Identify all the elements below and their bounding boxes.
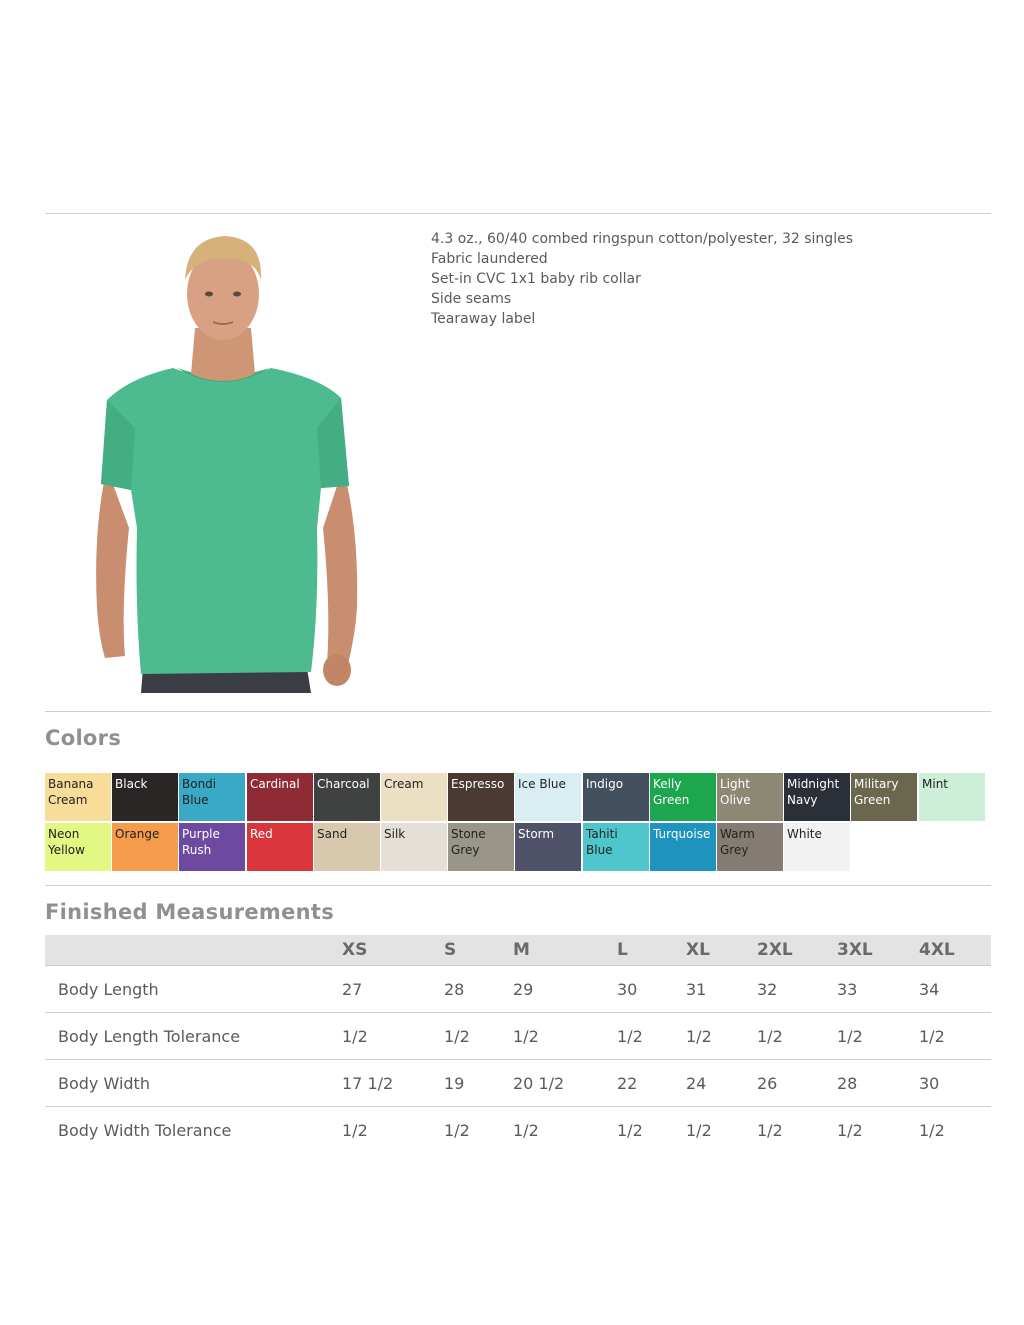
color-swatch-label: Turquoise: [653, 827, 711, 841]
color-swatch-label: Indigo: [586, 777, 624, 791]
table-cell: 22: [617, 1060, 686, 1107]
table-cell: 1/2: [617, 1013, 686, 1060]
table-cell: 30: [617, 966, 686, 1013]
color-swatch: [381, 773, 447, 821]
color-swatch-label: Orange: [115, 827, 160, 841]
table-cell: 1/2: [444, 1120, 470, 1140]
table-cell: 27: [342, 966, 444, 1013]
row-label: Body Length: [45, 966, 342, 1013]
color-swatch-label: Ice Blue: [518, 777, 566, 791]
color-swatch-label: Midnight Navy: [787, 777, 840, 807]
color-swatch-label: Bondi Blue: [182, 777, 217, 807]
feature-item: 4.3 oz., 60/40 combed ringspun cotton/polyester, 32 singles: [431, 231, 853, 247]
row-label: Body Length Tolerance: [45, 1013, 342, 1060]
table-cell: 30: [919, 1060, 991, 1107]
row-label: Body Width: [45, 1060, 342, 1107]
color-swatch: [314, 823, 380, 871]
table-row: [45, 1013, 991, 1060]
feature-item: Set-in CVC 1x1 baby rib collar: [431, 271, 641, 287]
table-cell: 1/2: [513, 1013, 617, 1060]
color-swatch: [515, 773, 581, 821]
measurements-title: Finished Measurements: [45, 900, 334, 924]
color-swatch: [45, 823, 111, 871]
color-swatch-label: White: [787, 827, 822, 841]
table-cell: 28: [837, 1060, 919, 1107]
feature-item: Fabric laundered: [431, 251, 548, 267]
table-header-corner: [45, 935, 342, 966]
color-swatch: [717, 823, 783, 871]
size-header: XL: [686, 935, 757, 966]
table-cell: 26: [757, 1060, 837, 1107]
table-cell: 34: [919, 966, 991, 1013]
color-swatch: [784, 773, 850, 821]
table-cell: 31: [686, 966, 757, 1013]
color-swatch-label: Charcoal: [317, 777, 370, 791]
table-cell: 17 1/2: [342, 1060, 444, 1107]
size-header: 3XL: [837, 935, 919, 966]
table-cell: 19: [444, 1060, 513, 1107]
table-cell: 1/2: [757, 1013, 837, 1060]
color-swatch: [247, 823, 313, 871]
color-swatch: [851, 773, 917, 821]
color-swatch-label: Banana Cream: [48, 777, 94, 807]
color-swatch-label: Kelly Green: [653, 777, 690, 807]
table-cell: 32: [757, 966, 837, 1013]
color-swatch: [112, 773, 178, 821]
color-swatch-label: Mint: [922, 777, 948, 791]
color-swatch-label: Cardinal: [250, 777, 300, 791]
feature-item: Tearaway label: [431, 311, 536, 327]
table-header-row: [45, 935, 991, 966]
table-cell: 1/2: [919, 1120, 945, 1140]
color-swatch: [515, 823, 581, 871]
table-cell: 20 1/2: [513, 1060, 617, 1107]
color-swatch: [784, 823, 850, 871]
table-cell: 29: [513, 966, 617, 1013]
color-swatch: [919, 773, 985, 821]
size-header: L: [617, 935, 686, 966]
colors-divider: [45, 711, 991, 712]
color-swatch-label: Light Olive: [720, 777, 751, 807]
table-cell: 1/2: [837, 1120, 863, 1140]
table-row: [45, 966, 991, 1013]
table-cell: 1/2: [757, 1120, 783, 1140]
product-features: [431, 229, 853, 329]
color-swatch: [583, 823, 649, 871]
table-cell: 33: [837, 966, 919, 1013]
color-swatch: [112, 823, 178, 871]
table-row: [45, 1060, 991, 1107]
measurements-divider: [45, 885, 991, 886]
size-header: 4XL: [919, 935, 991, 966]
color-swatch-label: Black: [115, 777, 148, 791]
table-row: [45, 1107, 991, 1154]
product-photo: [45, 228, 418, 693]
color-swatch: [314, 773, 380, 821]
table-cell: 24: [686, 1060, 757, 1107]
colors-title: Colors: [45, 726, 122, 750]
color-swatch: [717, 773, 783, 821]
color-swatch-label: Tahiti Blue: [586, 827, 618, 857]
top-divider: [45, 213, 991, 214]
color-swatch: [179, 773, 245, 821]
feature-item: Side seams: [431, 291, 512, 307]
color-swatch-label: Storm: [518, 827, 555, 841]
color-swatch-label: Purple Rush: [182, 827, 220, 857]
table-cell: 1/2: [513, 1120, 539, 1140]
color-swatch: [381, 823, 447, 871]
color-swatch: [45, 773, 111, 821]
color-swatch-label: Warm Grey: [720, 827, 755, 857]
table-cell: 1/2: [919, 1013, 991, 1060]
table-cell: 1/2: [342, 1013, 444, 1060]
color-swatch: [650, 823, 716, 871]
color-swatch-label: Silk: [384, 827, 406, 841]
color-swatch-label: Neon Yellow: [48, 827, 85, 857]
table-cell: 1/2: [686, 1013, 757, 1060]
measurements-table: [45, 935, 991, 1153]
color-swatch: [583, 773, 649, 821]
table-cell: 1/2: [837, 1013, 919, 1060]
size-header: XS: [342, 935, 444, 966]
table-cell: 1/2: [617, 1120, 643, 1140]
color-swatch-label: Stone Grey: [451, 827, 486, 857]
color-swatch-label: Espresso: [451, 777, 505, 791]
table-cell: 1/2: [342, 1120, 368, 1140]
row-label: Body Width Tolerance: [58, 1120, 232, 1140]
table-cell: 28: [444, 966, 513, 1013]
color-swatch-label: Red: [250, 827, 273, 841]
color-swatch-label: Military Green: [854, 777, 899, 807]
table-cell: 1/2: [444, 1013, 513, 1060]
color-swatch-label: Cream: [384, 777, 424, 791]
color-swatch: [448, 823, 514, 871]
table-cell: 1/2: [686, 1120, 712, 1140]
size-header: M: [513, 935, 617, 966]
color-swatch: [247, 773, 313, 821]
color-swatch-label: Sand: [317, 827, 348, 841]
size-header: S: [444, 935, 513, 966]
color-swatch: [448, 773, 514, 821]
color-swatch: [650, 773, 716, 821]
size-header: 2XL: [757, 935, 837, 966]
color-swatch: [179, 823, 245, 871]
model-tshirt-image: [45, 228, 418, 693]
